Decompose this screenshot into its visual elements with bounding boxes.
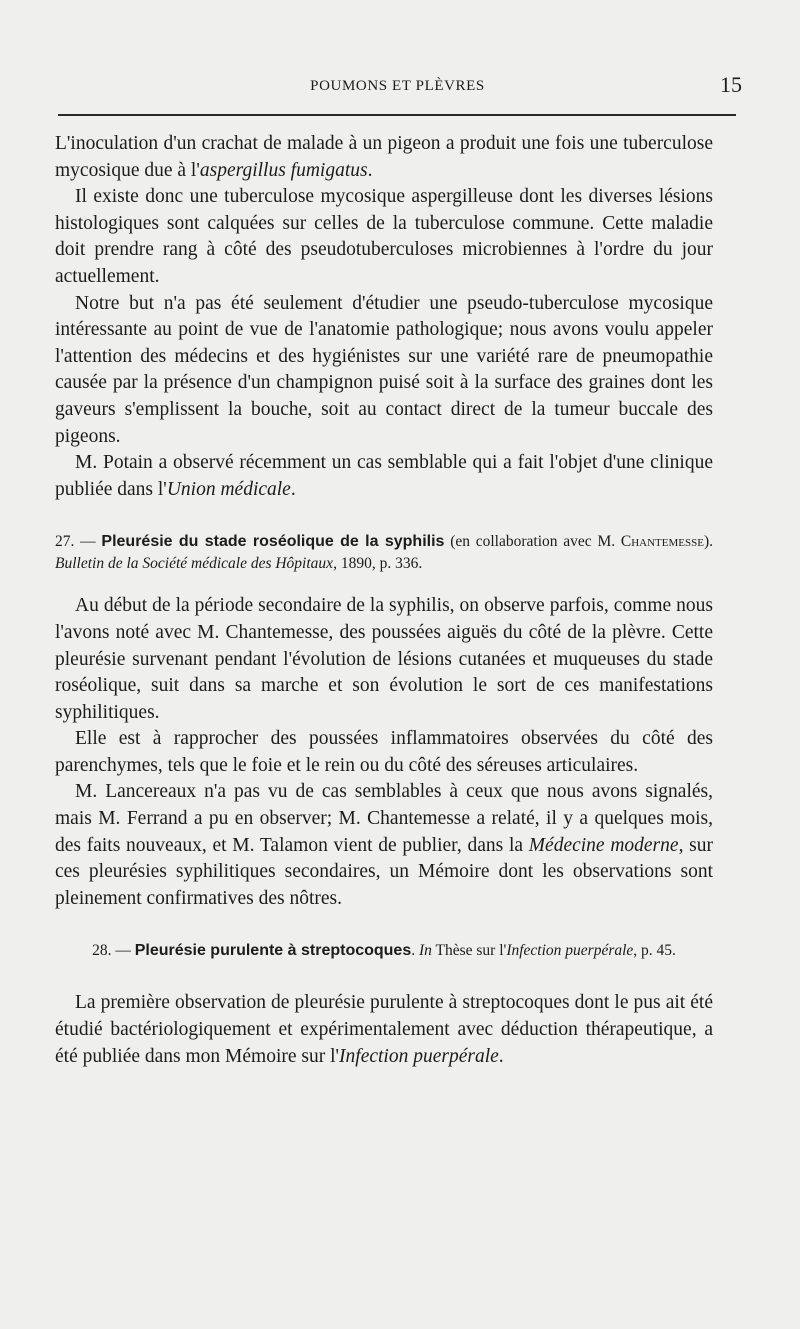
- running-title: POUMONS ET PLÈVRES: [310, 78, 485, 94]
- paragraph-intro-3: Notre but n'a pas été seulement d'étudier une pseudo-tuberculose mycosique intéressante au point de vue de l'anatomie pathologique; nous avons voulu appeler l'attention des médecins et des hygiénistes sur une variété rare de pneumopathie causée par la présence d'un champignon puisé soit à la surface des graines dont les gaveurs s'emplissent la bouche, soit au contact direct de la tumeur buccale des pigeons.: [55, 292, 713, 447]
- entry-27-title: Pleurésie du stade roséolique de la syphilis: [101, 533, 445, 551]
- body-text: [55, 131, 713, 1070]
- entry-28-heading: 28. — Pleurésie purulente à streptocoques. In Thèse sur l'Infection puerpérale, p. 45.: [92, 942, 676, 960]
- paragraph-intro-1: L'inoculation d'un crachat de malade à un pigeon a produit une fois une tuberculose mycosique due à l'aspergillus fumigatus.: [55, 133, 713, 181]
- paragraph-27-2: Elle est à rapprocher des poussées inflammatoires observées du côté des parenchymes, tels que le foie et le rein ou du côté des séreuses articulaires.: [55, 728, 713, 776]
- paragraph-intro-4: M. Potain a observé récemment un cas semblable qui a fait l'objet d'une clinique publiée dans l'Union médicale.: [55, 452, 713, 500]
- entry-28-title: Pleurésie purulente à streptocoques: [134, 942, 412, 960]
- paragraph-28-1: La première observation de pleurésie purulente à streptocoques dont le pus ait été étudié bactériologiquement et expérimentalement avec déduction thérapeutique, a été publiée dans mon Mémoire sur l'Infection puerpérale.: [55, 992, 713, 1067]
- page-number: 15: [720, 72, 742, 97]
- paragraph-27-1: Au début de la période secondaire de la syphilis, on observe parfois, comme nous l'avons noté avec M. Chantemesse, des poussées aiguës du côté de la plèvre. Cette pleurésie survenant pendant l'évolution de lésions cutanées et muqueuses du stade roséolique, suit dans sa marche et son évolution le sort de ces manifestations syphilitiques.: [55, 595, 713, 723]
- entry-27-heading: 27. — Pleurésie du stade roséolique de la syphilis (en collaboration avec M. Chantemesse). Bulletin de la Société médicale des Hôpitaux, 1890, p. 336.: [55, 533, 713, 573]
- paragraph-27-3: M. Lancereaux n'a pas vu de cas semblables à ceux que nous avons signalés, mais M. Ferrand a pu en observer; M. Chantemesse a relaté, il y a quelques mois, des faits nouveaux, et M. Talamon vient de publier, dans la Médecine moderne, sur ces pleurésies syphilitiques secondaires, un Mémoire dont les observations sont pleinement confirmatives des nôtres.: [55, 781, 714, 909]
- paragraph-intro-2: Il existe donc une tuberculose mycosique aspergilleuse dont les diverses lésions histologiques sont calquées sur celles de la tuberculose commune. Cette maladie doit prendre rang à côté des pseudotuberculoses microbiennes à l'ordre du jour actuellement.: [55, 186, 713, 287]
- header-rule: [58, 114, 736, 116]
- running-head: [55, 72, 740, 106]
